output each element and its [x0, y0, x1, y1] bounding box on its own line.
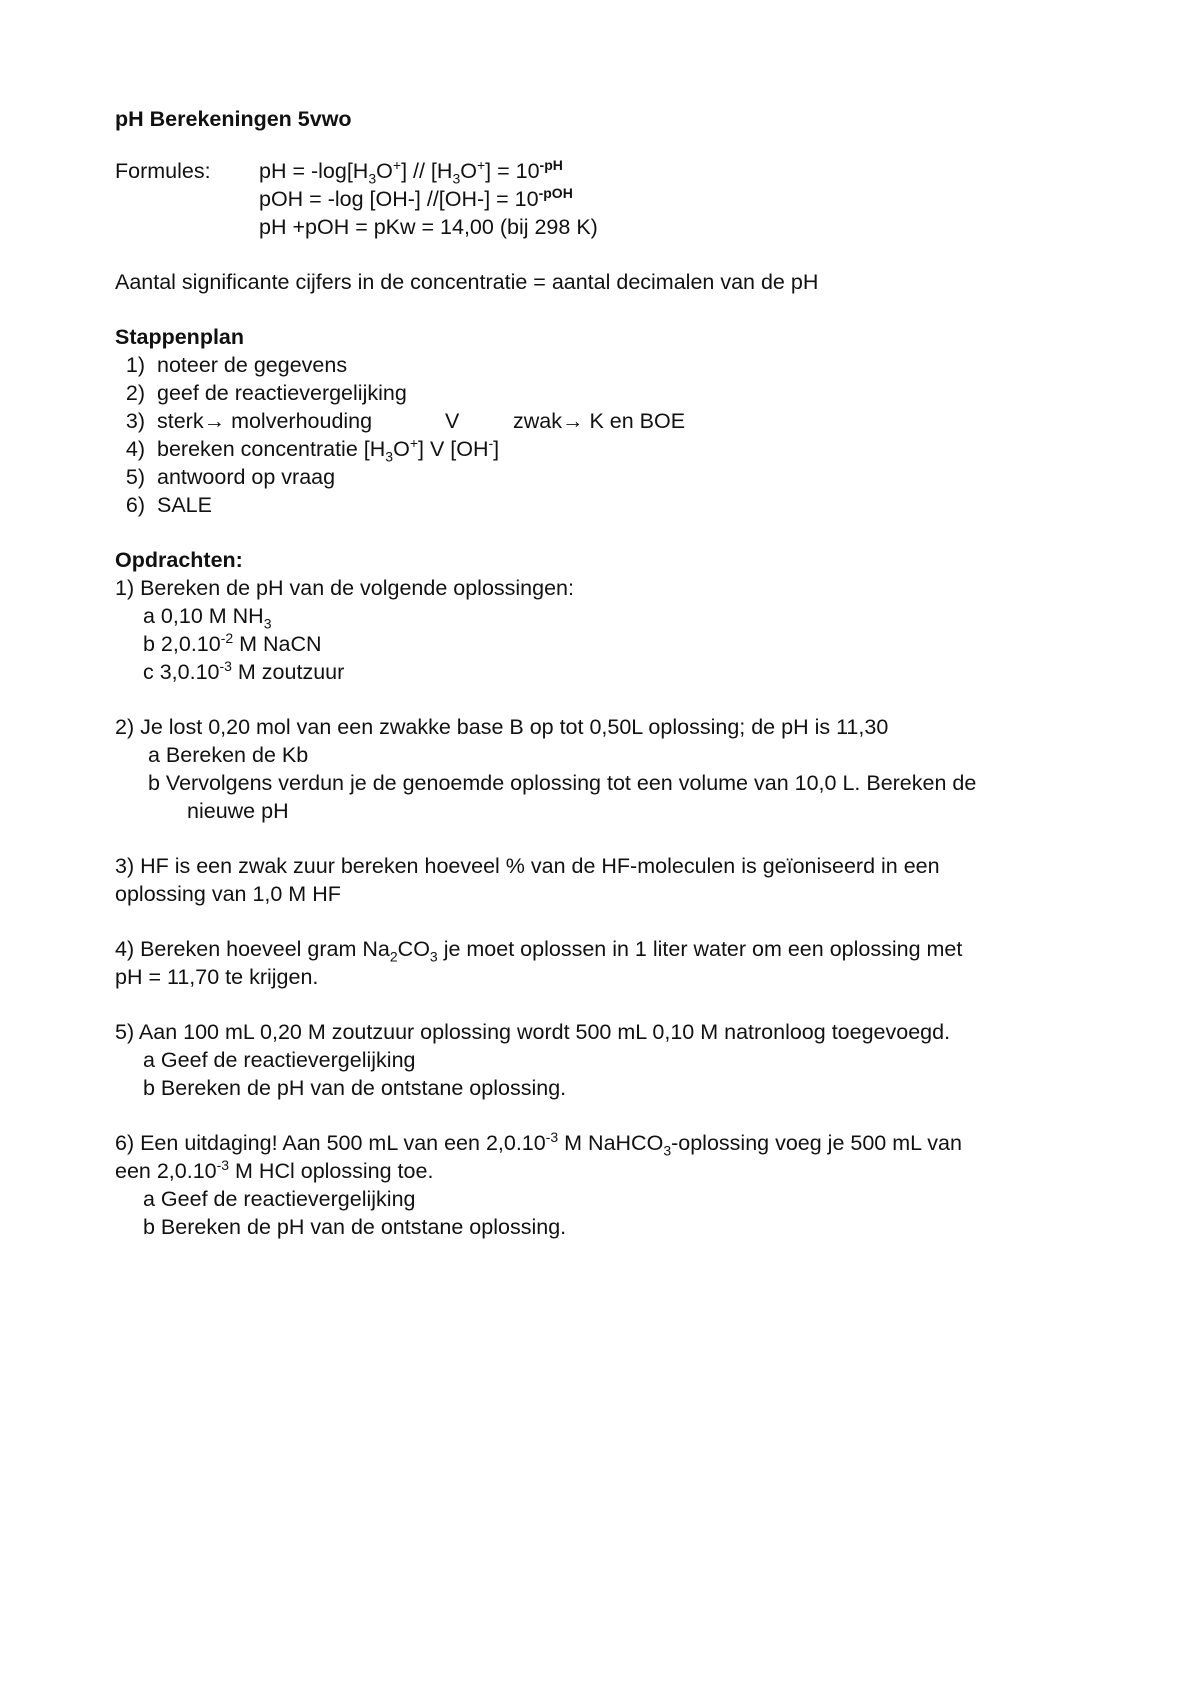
question-3: 3) HF is een zwak zuur bereken hoeveel % van de HF-moleculen is geïoniseerd in een	[115, 854, 940, 878]
question-1a: a 0,10 M $NH_3$	[143, 604, 272, 632]
question-5: 5) Aan 100 mL 0,20 M zoutzuur oplossing wordt 500 mL 0,10 M natronloog toegevoegd.	[115, 1020, 951, 1044]
question-2b: b Vervolgens verdun je de genoemde oplossing tot een volume van 10,0 L. Bereken de	[148, 771, 977, 795]
question-5a: a Geef de reactievergelijking	[143, 1048, 416, 1072]
question-4: 4) Bereken hoeveel gram $Na_2CO_3$ je moet oplossen in 1 liter water om een oplossing met	[115, 937, 963, 965]
question-5b: b Bereken de pH van de ontstane oplossing.	[143, 1076, 567, 1100]
question-2b-cont: nieuwe pH	[187, 799, 289, 823]
question-2: 2) Je lost 0,20 mol van een zwakke base B op tot 0,50L oplossing; de pH is 11,30	[115, 715, 889, 739]
formula-ph: pH = $-\log[H_3O^+] // [H_3O^+] = 10^{-pH}$	[259, 156, 563, 187]
sigfig-note: Aantal significante cijfers in de concentratie = aantal decimalen van de pH	[115, 270, 819, 294]
opdrachten-heading: Opdrachten:	[115, 548, 243, 572]
formula-poh: pOH = -log [OH-] $//[OH-] = 10^{-pOH}$	[259, 184, 573, 211]
step-item: 2) geef de reactievergelijking	[125, 381, 407, 405]
question-1b: b $2,0.10^{-2}$ M NaCN	[143, 629, 322, 656]
step-item: 1) noteer de gegevens	[125, 353, 348, 377]
question-6-cont: een $2,0.10^{-3}$ M HCl oplossing toe.	[115, 1156, 434, 1183]
question-6b: b Bereken de pH van de ontstane oplossing.	[143, 1215, 567, 1239]
question-1: 1) Bereken de pH van de volgende oplossingen:	[115, 576, 574, 600]
stappenplan-heading: Stappenplan	[115, 325, 245, 349]
question-6a: a Geef de reactievergelijking	[143, 1187, 416, 1211]
step-item: 6) SALE	[125, 493, 212, 517]
question-4-cont: pH = 11,70 te krijgen.	[115, 965, 319, 989]
question-2a: a Bereken de Kb	[148, 743, 309, 767]
step-item: 4) bereken concentratie $[H_3O^+]$ V [OH-]	[125, 434, 500, 465]
step-item: 3) sterk→ molverhouding V zwak→ K en BOE	[125, 409, 686, 433]
question-3-cont: oplossing van 1,0 M HF	[115, 882, 341, 906]
question-6: 6) Een uitdaging! Aan 500 mL van een $2,0.10^{-3}$ M NaHCO$_3$-oplossing voeg je 500 mL van	[115, 1128, 962, 1159]
formula-pkw: pH +pOH = pKw = 14,00 (bij 298 K)	[259, 215, 598, 239]
document-title: pH Berekeningen 5vwo	[115, 107, 352, 131]
step-item: 5) antwoord op vraag	[125, 465, 336, 489]
question-1c: c $3,0.10^{-3}$ M zoutzuur	[143, 657, 345, 684]
formulas-label: Formules:	[115, 159, 211, 183]
